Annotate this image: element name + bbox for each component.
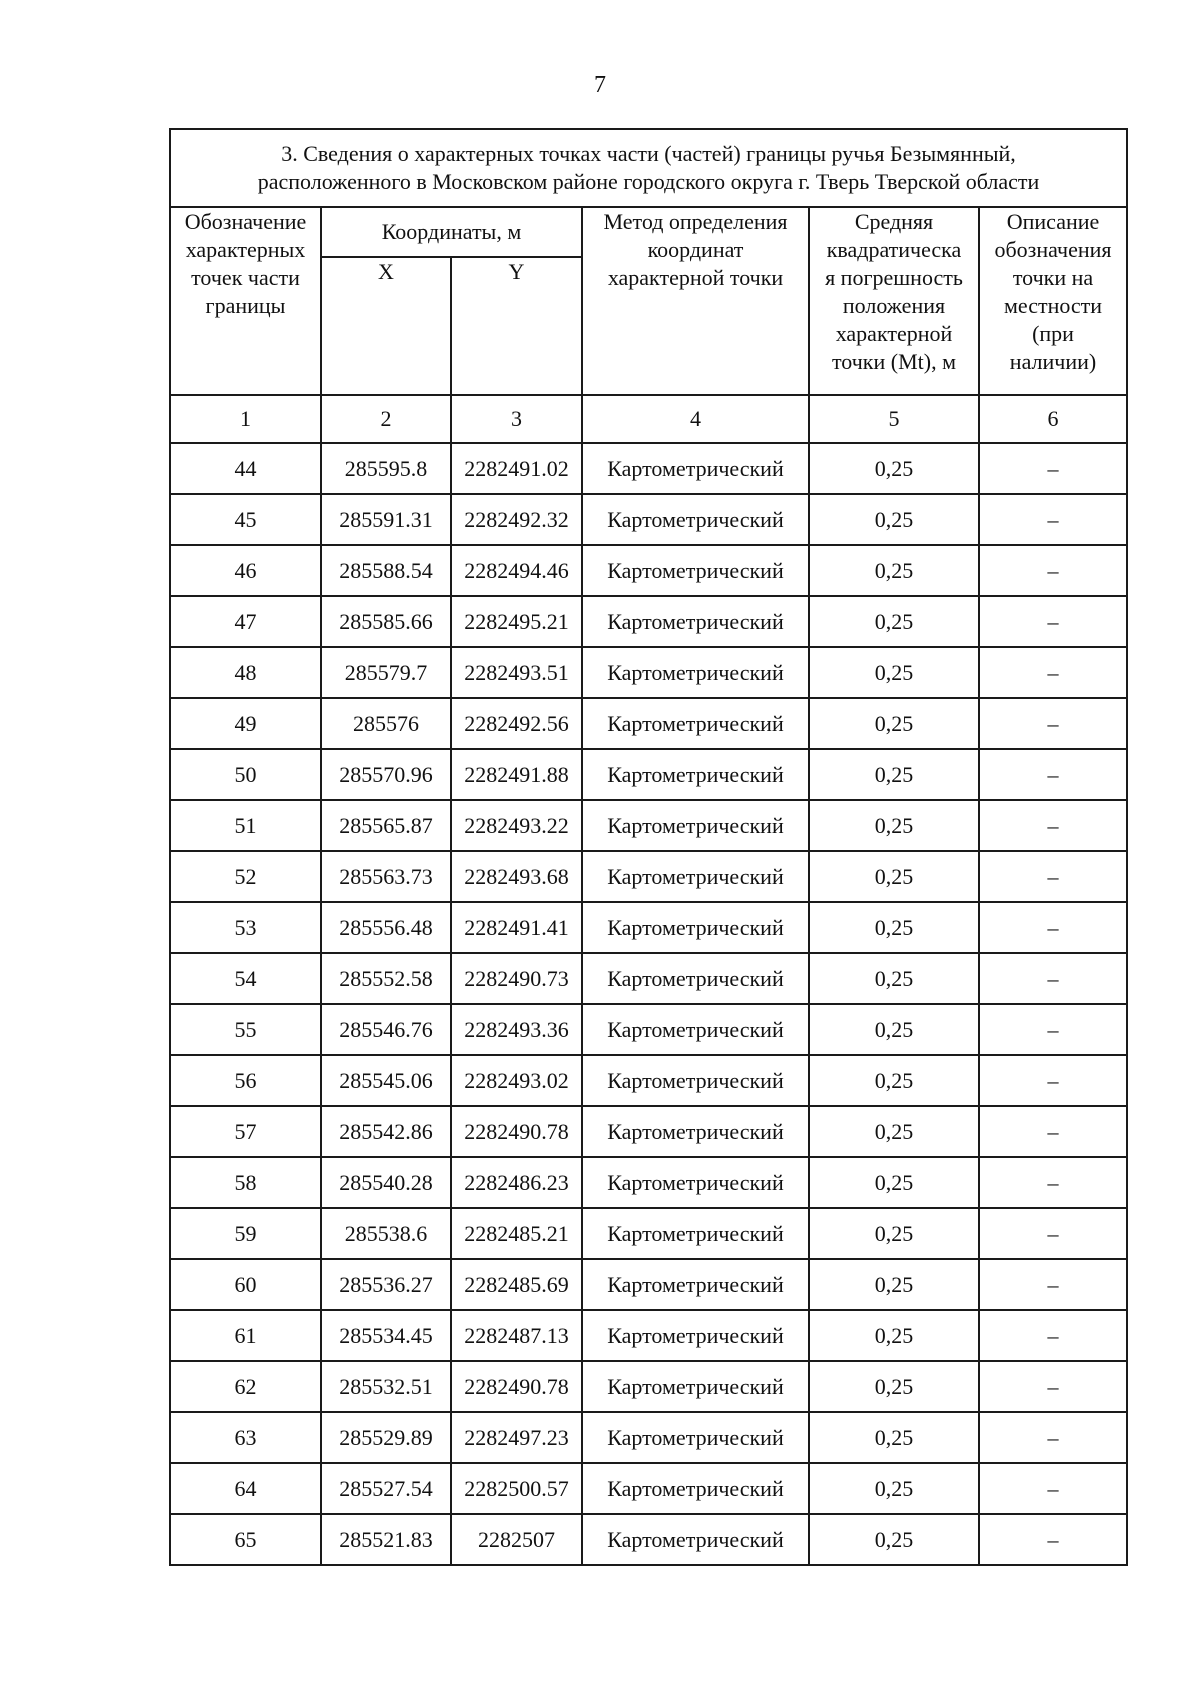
cell-method: Картометрический [582,494,809,545]
header-x: X [321,257,451,395]
cell-y: 2282490.78 [451,1106,582,1157]
cell-x: 285576 [321,698,451,749]
table-row [170,851,1127,902]
cell-method: Картометрический [582,647,809,698]
cell-description: – [979,443,1127,494]
cell-description: – [979,902,1127,953]
cell-y: 2282491.02 [451,443,582,494]
cell-method: Картометрический [582,698,809,749]
cell-description: – [979,1208,1127,1259]
header-line: Обозначение [184,209,307,234]
cell-y: 2282507 [451,1514,582,1565]
cell-error: 0,25 [809,647,979,698]
cell-method: Картометрический [582,545,809,596]
header-line: Средняя [854,209,934,234]
table-row [170,1310,1127,1361]
cell-method: Картометрический [582,1004,809,1055]
cell-description: – [979,1259,1127,1310]
header-line: обозначения [994,237,1112,262]
header-line: квадратическа [826,237,962,262]
table-row [170,698,1127,749]
table-row [170,1412,1127,1463]
header-designation [170,207,321,395]
table-caption [170,129,1127,207]
column-number-row [170,395,1127,443]
cell-point: 50 [170,749,321,800]
cell-point: 54 [170,953,321,1004]
header-method [582,207,809,395]
table-row [170,1361,1127,1412]
header-line: (при [1032,321,1074,346]
cell-description: – [979,1463,1127,1514]
cell-y: 2282493.22 [451,800,582,851]
cell-method: Картометрический [582,1106,809,1157]
header-line: точек части [191,265,300,290]
cell-y: 2282495.21 [451,596,582,647]
cell-y: 2282497.23 [451,1412,582,1463]
cell-description: – [979,545,1127,596]
cell-method: Картометрический [582,1157,809,1208]
table-row [170,596,1127,647]
cell-y: 2282486.23 [451,1157,582,1208]
cell-description: – [979,1412,1127,1463]
table-row [170,545,1127,596]
cell-error: 0,25 [809,1463,979,1514]
cell-error: 0,25 [809,1361,979,1412]
cell-y: 2282494.46 [451,545,582,596]
cell-error: 0,25 [809,443,979,494]
header-line: я погрешность [825,265,963,290]
column-number: 3 [451,395,582,443]
caption-line: расположенного в Московском районе городского округа г. Тверь Тверской области [257,169,1040,194]
table-row [170,1106,1127,1157]
table-row [170,1157,1127,1208]
cell-x: 285529.89 [321,1412,451,1463]
cell-point: 58 [170,1157,321,1208]
cell-description: – [979,1055,1127,1106]
header-error [809,207,979,395]
cell-y: 2282493.36 [451,1004,582,1055]
cell-method: Картометрический [582,1310,809,1361]
cell-x: 285565.87 [321,800,451,851]
cell-x: 285552.58 [321,953,451,1004]
header-line: Описание [1006,209,1100,234]
table-row [170,1055,1127,1106]
cell-description: – [979,851,1127,902]
cell-x: 285540.28 [321,1157,451,1208]
cell-point: 63 [170,1412,321,1463]
cell-error: 0,25 [809,494,979,545]
cell-y: 2282485.21 [451,1208,582,1259]
cell-description: – [979,1157,1127,1208]
cell-error: 0,25 [809,953,979,1004]
cell-method: Картометрический [582,596,809,647]
cell-x: 285545.06 [321,1055,451,1106]
table-caption-row [170,129,1127,207]
cell-point: 53 [170,902,321,953]
table-row [170,494,1127,545]
cell-point: 45 [170,494,321,545]
table-row [170,902,1127,953]
cell-error: 0,25 [809,902,979,953]
cell-description: – [979,698,1127,749]
cell-error: 0,25 [809,1412,979,1463]
cell-method: Картометрический [582,1259,809,1310]
cell-method: Картометрический [582,953,809,1004]
cell-method: Картометрический [582,1055,809,1106]
cell-x: 285536.27 [321,1259,451,1310]
cell-x: 285588.54 [321,545,451,596]
cell-y: 2282493.51 [451,647,582,698]
header-line: точки (Mt), м [831,349,957,374]
cell-point: 52 [170,851,321,902]
cell-error: 0,25 [809,1259,979,1310]
cell-error: 0,25 [809,698,979,749]
cell-method: Картометрический [582,443,809,494]
cell-point: 46 [170,545,321,596]
cell-x: 285538.6 [321,1208,451,1259]
column-number: 2 [321,395,451,443]
cell-x: 285591.31 [321,494,451,545]
cell-y: 2282500.57 [451,1463,582,1514]
header-description [979,207,1127,395]
cell-method: Картометрический [582,902,809,953]
cell-x: 285546.76 [321,1004,451,1055]
cell-description: – [979,596,1127,647]
cell-error: 0,25 [809,1208,979,1259]
cell-point: 60 [170,1259,321,1310]
header-line: Метод определения [603,209,788,234]
cell-error: 0,25 [809,1106,979,1157]
cell-x: 285585.66 [321,596,451,647]
column-number: 1 [170,395,321,443]
cell-y: 2282491.41 [451,902,582,953]
cell-method: Картометрический [582,800,809,851]
header-coordinates: Координаты, м [321,207,582,257]
cell-y: 2282493.68 [451,851,582,902]
cell-x: 285542.86 [321,1106,451,1157]
cell-point: 59 [170,1208,321,1259]
cell-y: 2282492.32 [451,494,582,545]
header-line: характерной точки [607,265,784,290]
header-line: точки на [1012,265,1094,290]
cell-description: – [979,800,1127,851]
cell-point: 61 [170,1310,321,1361]
cell-error: 0,25 [809,1004,979,1055]
table-row [170,1259,1127,1310]
cell-method: Картометрический [582,1463,809,1514]
cell-point: 49 [170,698,321,749]
cell-description: – [979,953,1127,1004]
header-line: границы [205,293,286,318]
cell-x: 285570.96 [321,749,451,800]
table-row [170,1004,1127,1055]
header-line: положения [842,293,946,318]
cell-point: 44 [170,443,321,494]
cell-error: 0,25 [809,596,979,647]
table-row [170,749,1127,800]
table-row [170,1208,1127,1259]
cell-y: 2282493.02 [451,1055,582,1106]
header-line: координат [647,237,744,262]
cell-point: 48 [170,647,321,698]
cell-y: 2282490.73 [451,953,582,1004]
caption-line: 3. Сведения о характерных точках части (частей) границы ручья Безымянный, [281,141,1016,166]
cell-x: 285563.73 [321,851,451,902]
cell-y: 2282491.88 [451,749,582,800]
column-number: 6 [979,395,1127,443]
cell-y: 2282485.69 [451,1259,582,1310]
table-row [170,1514,1127,1565]
cell-method: Картометрический [582,749,809,800]
cell-x: 285521.83 [321,1514,451,1565]
table-row [170,800,1127,851]
header-y: Y [451,257,582,395]
header-line: местности [1003,293,1103,318]
cell-y: 2282490.78 [451,1361,582,1412]
cell-error: 0,25 [809,1055,979,1106]
cell-description: – [979,1361,1127,1412]
cell-description: – [979,1310,1127,1361]
cell-description: – [979,494,1127,545]
cell-point: 65 [170,1514,321,1565]
cell-point: 51 [170,800,321,851]
table-row [170,647,1127,698]
cell-method: Картометрический [582,1208,809,1259]
cell-error: 0,25 [809,800,979,851]
table-row [170,1463,1127,1514]
cell-y: 2282492.56 [451,698,582,749]
cell-point: 64 [170,1463,321,1514]
cell-x: 285595.8 [321,443,451,494]
cell-method: Картометрический [582,1412,809,1463]
header-line: наличии) [1009,349,1097,374]
table-row [170,443,1127,494]
cell-description: – [979,647,1127,698]
cell-error: 0,25 [809,545,979,596]
cell-point: 62 [170,1361,321,1412]
cell-y: 2282487.13 [451,1310,582,1361]
cell-error: 0,25 [809,749,979,800]
cell-error: 0,25 [809,1310,979,1361]
cell-x: 285556.48 [321,902,451,953]
cell-error: 0,25 [809,1157,979,1208]
cell-x: 285534.45 [321,1310,451,1361]
cell-method: Картометрический [582,851,809,902]
header-line: характерных [185,237,306,262]
cell-error: 0,25 [809,851,979,902]
cell-description: – [979,1514,1127,1565]
column-number: 4 [582,395,809,443]
cell-method: Картометрический [582,1361,809,1412]
cell-error: 0,25 [809,1514,979,1565]
column-number: 5 [809,395,979,443]
cell-description: – [979,1004,1127,1055]
header-line: характерной [835,321,953,346]
header-row [170,207,1127,257]
cell-method: Картометрический [582,1514,809,1565]
cell-description: – [979,749,1127,800]
cell-x: 285579.7 [321,647,451,698]
cell-x: 285532.51 [321,1361,451,1412]
cell-description: – [979,1106,1127,1157]
boundary-points-table [169,128,1128,1566]
page-number: 7 [594,72,606,98]
cell-x: 285527.54 [321,1463,451,1514]
table-row [170,953,1127,1004]
cell-point: 57 [170,1106,321,1157]
cell-point: 47 [170,596,321,647]
cell-point: 56 [170,1055,321,1106]
cell-point: 55 [170,1004,321,1055]
